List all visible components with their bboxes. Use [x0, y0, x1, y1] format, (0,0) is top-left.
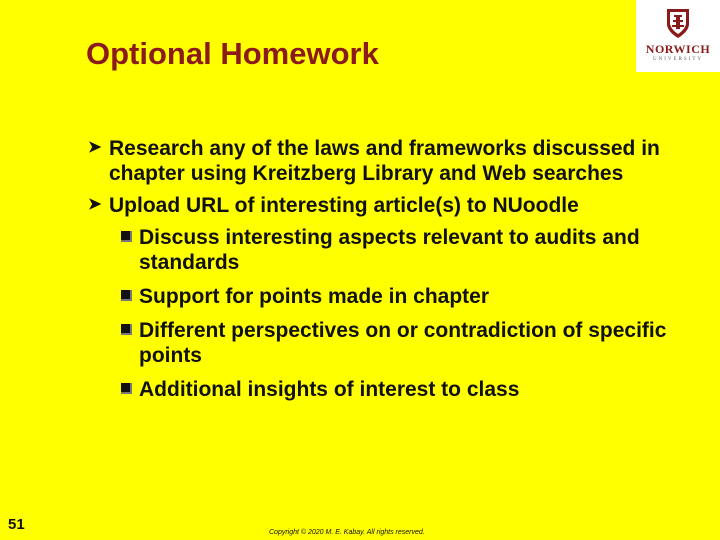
sub-bullet-item: [88, 284, 688, 309]
sub-bullet-item: [88, 318, 688, 368]
square-bullet-icon: [121, 324, 132, 335]
bullet-text: Upload URL of interesting article(s) to NUoodle: [109, 194, 579, 217]
page-number: 51: [8, 516, 25, 533]
bullet-item: [88, 136, 688, 186]
bullet-list: [88, 136, 688, 411]
sub-bullet-item: [88, 225, 688, 275]
sub-bullet-text: Discuss interesting aspects relevant to audits and standards: [139, 226, 640, 274]
university-logo: [636, 0, 720, 72]
sub-bullet-item: [88, 377, 688, 402]
bullet-item: [88, 193, 688, 218]
copyright-notice: Copyright © 2020 M. E. Kabay. All rights reserved.: [269, 529, 425, 536]
arrow-bullet-icon: ➤: [88, 196, 102, 213]
square-bullet-icon: [121, 231, 132, 242]
sub-bullet-text: Different perspectives on or contradiction of specific points: [139, 319, 667, 367]
slide-title: Optional Homework: [86, 36, 379, 71]
square-bullet-icon: [121, 290, 132, 301]
square-bullet-icon: [121, 383, 132, 394]
bullet-text: Research any of the laws and frameworks discussed in chapter using Kreitzberg Library and Web searches: [109, 137, 660, 185]
arrow-bullet-icon: ➤: [88, 139, 102, 156]
sub-bullet-text: Support for points made in chapter: [139, 285, 490, 308]
logo-wordmark: NORWICH: [645, 42, 711, 56]
shield-crest-icon: [665, 6, 691, 40]
sub-bullet-text: Additional insights of interest to class: [139, 378, 520, 401]
logo-subtitle: UNIVERSITY: [653, 57, 703, 62]
